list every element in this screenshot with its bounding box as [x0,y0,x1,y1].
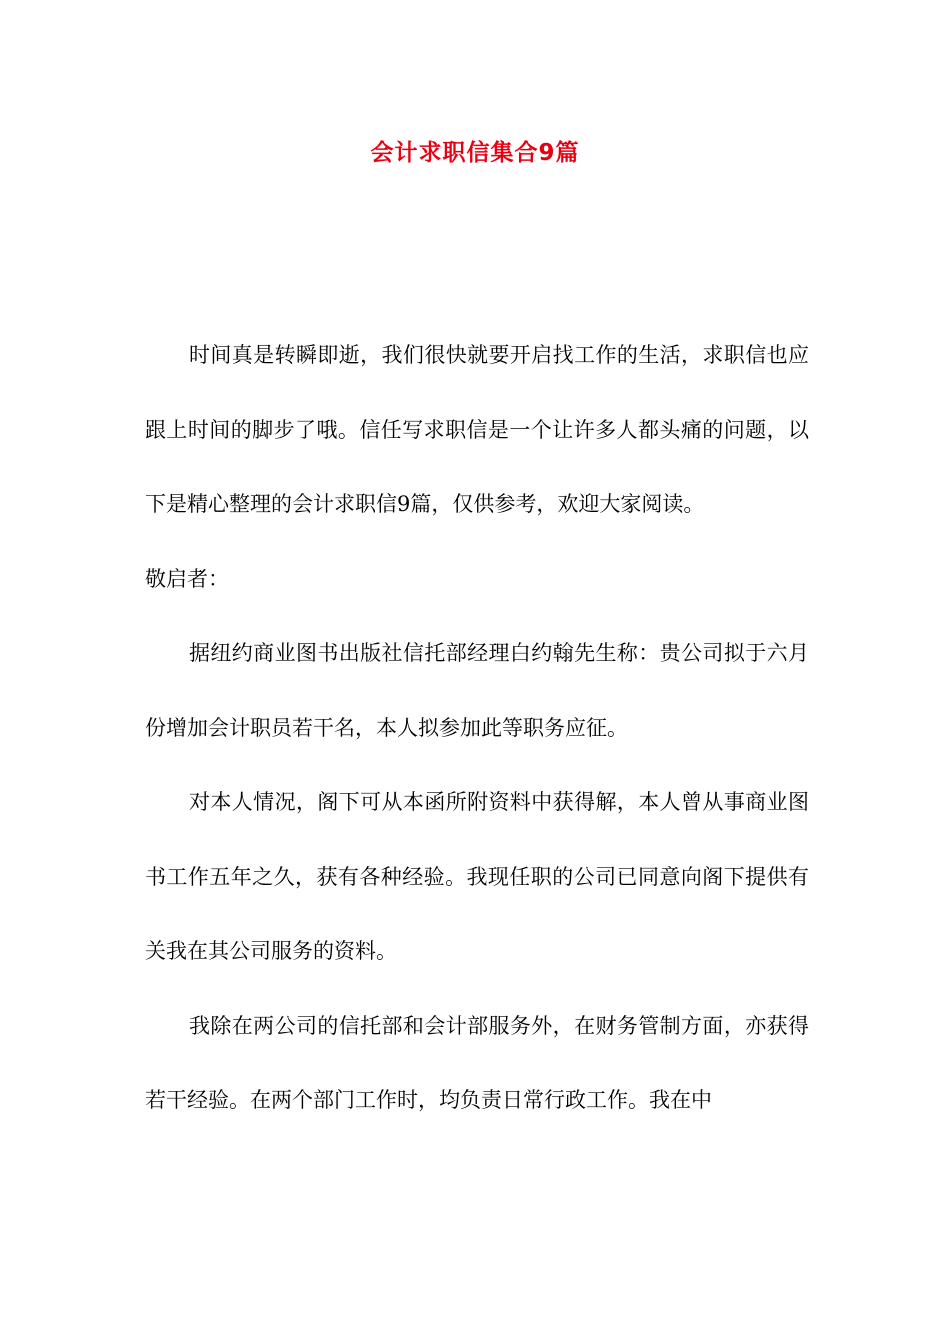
paragraph-1: 据纽约商业图书出版社信托部经理白约翰先生称：贵公司拟于六月份增加会计职员若干名，本人拟参加此等职务应征。 [145,641,809,740]
paragraph-2: 对本人情况，阁下可从本函所附资料中获得解，本人曾从事商业图书工作五年之久，获有各种经验。我现任职的公司已同意向阁下提供有关我在其公司服务的资料。 [145,790,809,963]
document-body [145,318,809,1138]
paragraph-salutation: 敬启者： [145,566,229,591]
document-title: 会计求职信集合9篇 [370,140,580,166]
paragraph-3: 我除在两公司的信托部和会计部服务外，在财务管制方面，亦获得若干经验。在两个部门工作时，均负责日常行政工作。我在中 [145,1013,809,1112]
paragraph-intro: 时间真是转瞬即逝，我们很快就要开启找工作的生活，求职信也应跟上时间的脚步了哦。信任写求职信是一个让许多人都头痛的问题，以下是精心整理的会计求职信9篇，仅供参考，欢迎大家阅读。 [145,343,809,516]
